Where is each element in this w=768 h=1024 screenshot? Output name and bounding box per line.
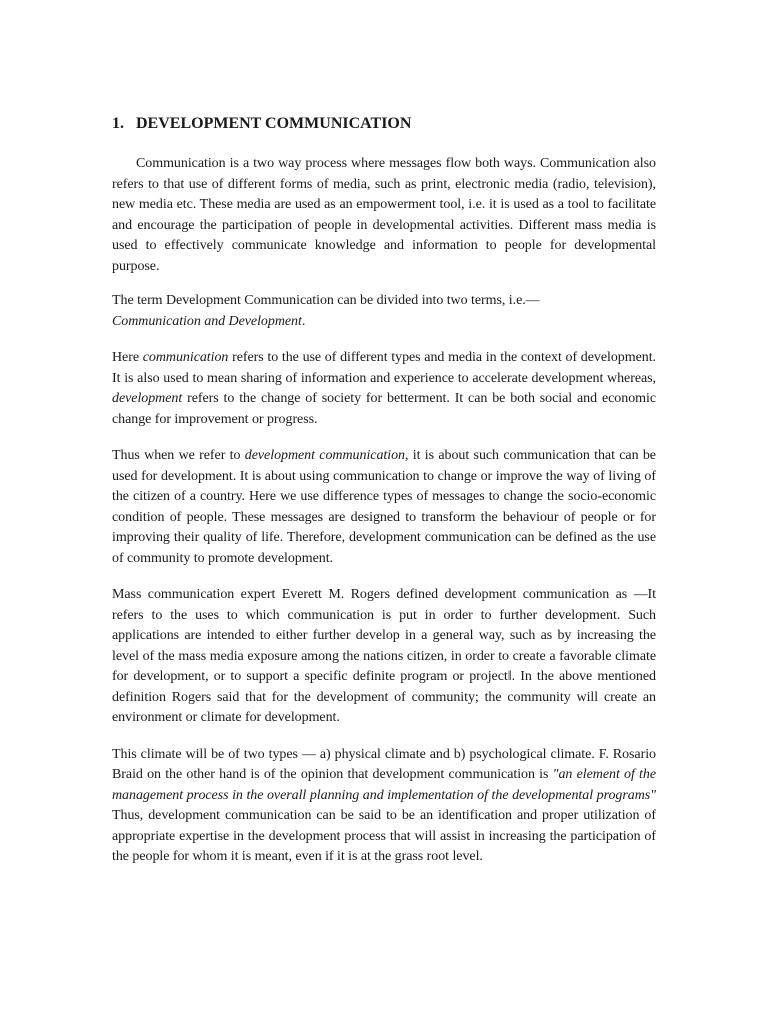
paragraph-3-emphasis-2: development: [112, 391, 183, 406]
paragraph-6-text-a: This climate will be of two types — a) physical climate and b) psychological climate. F. Rosario Braid on the other hand is of the opinion that development communication is: [112, 746, 656, 782]
paragraph-4: [112, 446, 656, 569]
paragraph-1: [112, 154, 656, 277]
paragraph-6-text-b: Thus, development communication can be said to be an identification and proper utilization of appropriate expertise in the development process that will assist in increasing the participation of the people for whom it is meant, even if it is at the grass root level.: [112, 808, 656, 864]
paragraph-3-emphasis-1: communication: [142, 350, 229, 365]
paragraph-3-text-a: Here: [112, 350, 143, 365]
paragraph-2: [112, 291, 656, 332]
paragraph-3: [112, 348, 656, 430]
paragraph-3-text-c: refers to the change of society for betterment. It can be both social and economic change for improvement or progress.: [112, 391, 656, 427]
paragraph-5-text: Mass communication expert Everett M. Rogers defined development communication as ―It refers to the uses to which communication is put in order to further development. Such applications are intended to either further develop in a general way, such as by increasing the level of the mass media exposure among the nations citizen, in order to create a favorable climate for development, or to support a specific definite program or project‖. In the above mentioned definition Rogers said that for the development of community; the community will create an environment or climate for development.: [112, 587, 656, 725]
paragraph-5: [112, 585, 656, 729]
paragraph-2-emphasis: Communication and Development: [112, 313, 302, 329]
paragraph-1-text: Communication is a two way process where messages flow both ways. Communication also refers to that use of different forms of media, such as print, electronic media (radio, television), new media etc. These media are used as an empowerment tool, i.e. it is used as a tool to facilitate and encourage the participation of people in developmental activities. Different mass media is used to effectively communicate knowledge and information to people for developmental purpose.: [112, 156, 656, 274]
paragraph-6-quote: "an element of the management process in the overall planning and implementation of the developmental programs": [112, 767, 656, 803]
paragraph-2-text: The term Development Communication can be divided into two terms, i.e.—: [112, 293, 540, 308]
section-title: DEVELOPMENT COMMUNICATION: [136, 115, 412, 132]
paragraph-4-text-b: , it is about such communication that can be used for development. It is about using communication to change or improve the way of living of the citizen of a country. Here we use difference types of messages to change the socio-economic condition of people. These messages are designed to transform the behaviour of people or for improving their quality of life. Therefore, development communication can be defined as the use of community to promote development.: [112, 448, 656, 566]
paragraph-4-text-a: Thus when we refer to: [112, 448, 245, 463]
section-heading: [112, 112, 656, 136]
paragraph-4-emphasis: development communication: [244, 448, 405, 463]
section-number: 1.: [112, 115, 124, 132]
paragraph-6: [112, 745, 656, 868]
paragraph-2-end: .: [301, 313, 306, 329]
paragraph-3-text-b: refers to the use of different types and media in the context of development. It is also used to mean sharing of information and experience to accelerate development whereas,: [112, 350, 656, 386]
